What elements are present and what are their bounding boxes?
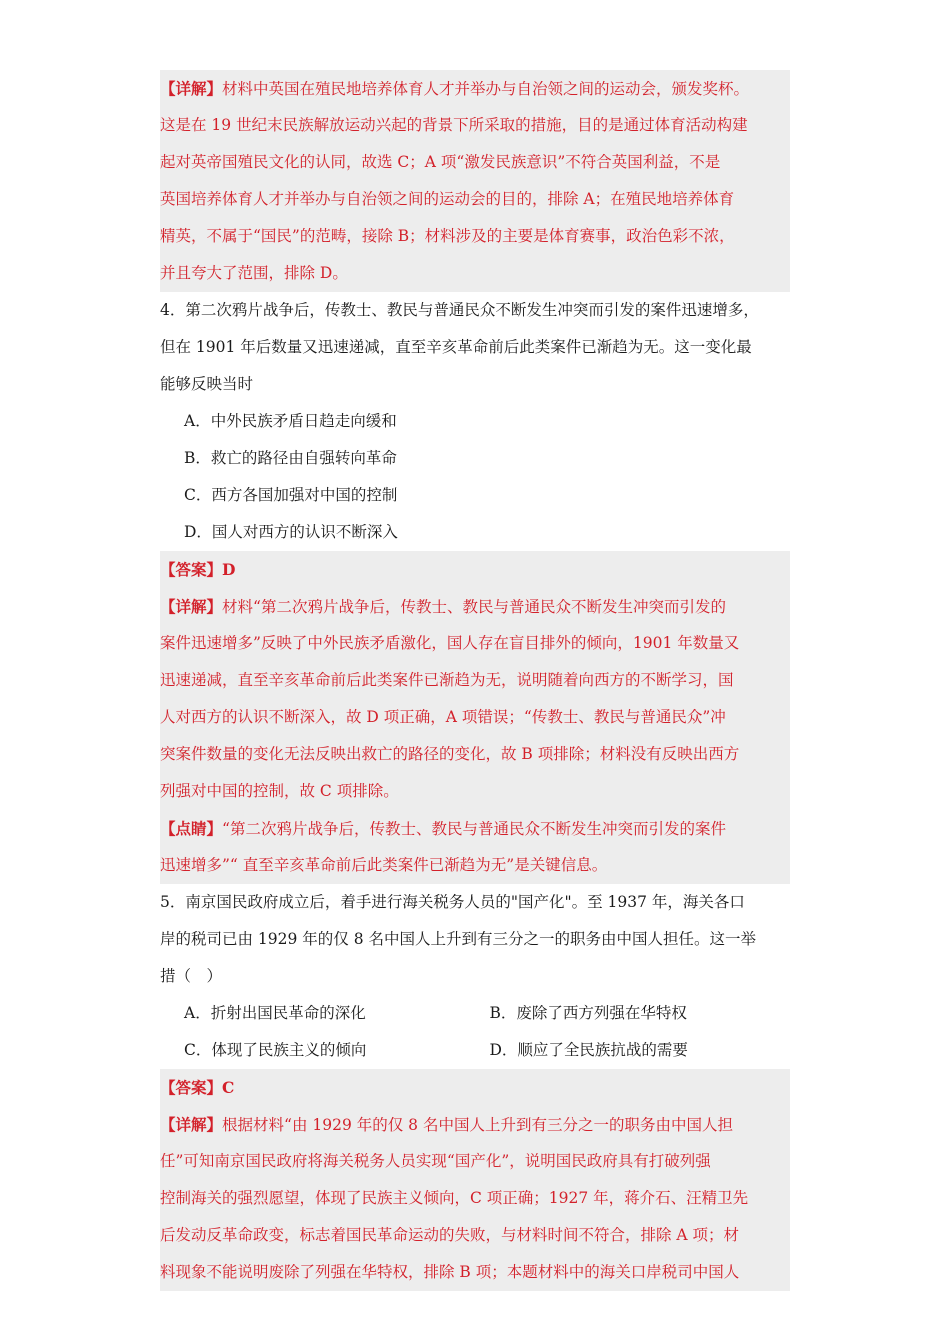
- explanation-block-q3: [160, 70, 790, 292]
- explanation-line: 精英，不属于“国民”的范畴，接除 B；材料涉及的主要是体育赛事，政治色彩不浓，: [160, 227, 735, 245]
- option-b: B．废除了西方列强在华特权: [489, 1004, 687, 1022]
- explanation-tag: 【详解】: [160, 597, 223, 616]
- answer-value: C: [222, 1078, 235, 1097]
- question-stem-line: 4．第二次鸦片战争后，传教士、教民与普通民众不断发生冲突而引发的案件迅速增多，: [160, 301, 759, 319]
- page-content: [160, 70, 790, 1291]
- question-stem-line: 岸的税司已由 1929 年的仅 8 名中国人上升到有三分之一的职务由中国人担任。这一举: [160, 930, 757, 948]
- answer-value: D: [222, 560, 236, 579]
- option-a: A．中外民族矛盾日趋走向缓和: [184, 412, 397, 430]
- key-point-line: 迅速增多”“ 直至辛亥革命前后此类案件已渐趋为无”是关键信息。: [160, 856, 608, 874]
- explanation-line: 【详解】材料中英国在殖民地培养体育人才并举办与自治领之间的运动会，颁发奖杯。: [160, 79, 750, 98]
- option-c: C．西方各国加强对中国的控制: [184, 486, 398, 504]
- answer-line: [160, 1069, 790, 1106]
- answer-block-q5: [160, 1069, 790, 1291]
- question-stem-line: 5．南京国民政府成立后，着手进行海关税务人员的"国产化"。至 1937 年，海关各口: [160, 893, 745, 911]
- option-d: D．国人对西方的认识不断深入: [184, 523, 398, 541]
- question-5: [160, 884, 790, 1069]
- explanation-line: 这是在 19 世纪末民族解放运动兴起的背景下所采取的措施，目的是通过体育活动构建: [160, 116, 748, 134]
- explanation-line: 英国培养体育人才并举办与自治领之间的运动会的目的，排除 A；在殖民地培养体育: [160, 190, 735, 208]
- question-stem-line: 但在 1901 年后数量又迅速递减，直至辛亥革命前后此类案件已渐趋为无。这一变化最: [160, 338, 752, 356]
- explanation-line: 后发动反革命政变，标志着国民革命运动的失败，与材料时间不符合，排除 A 项；材: [160, 1226, 740, 1244]
- explanation-line: 突案件数量的变化无法反映出救亡的路径的变化，故 B 项排除；材料没有反映出西方: [160, 745, 740, 763]
- answer-line: [160, 551, 790, 588]
- question-stem-line: 措（ ）: [160, 967, 223, 985]
- answer-tag: 【答案】: [160, 1078, 223, 1097]
- answer-block-q4: [160, 551, 790, 884]
- explanation-tag: 【详解】: [160, 79, 223, 98]
- explanation-line: 料现象不能说明废除了列强在华特权，排除 B 项；本题材料中的海关口岸税司中国人: [160, 1263, 740, 1281]
- explanation-line: 控制海关的强烈愿望，体现了民族主义倾向，C 项正确；1927 年，蒋介石、汪精卫先: [160, 1189, 749, 1207]
- key-point-line: 【点睛】“第二次鸦片战争后，传教士、教民与普通民众不断发生冲突而引发的案件: [160, 819, 726, 838]
- option-d: D．顺应了全民族抗战的需要: [489, 1041, 688, 1059]
- option-row: [160, 995, 790, 1032]
- question-stem-line: 能够反映当时: [160, 375, 254, 393]
- explanation-line: 人对西方的认识不断深入，故 D 项正确，A 项错误；“传教士、教民与普通民众”冲: [160, 708, 726, 726]
- explanation-line: 【详解】材料“第二次鸦片战争后，传教士、教民与普通民众不断发生冲突而引发的: [160, 597, 726, 616]
- option-a: A．折射出国民革命的深化: [184, 1004, 366, 1022]
- explanation-line: 任”可知南京国民政府将海关税务人员实现“国产化”，说明国民政府具有打破列强: [160, 1152, 711, 1170]
- answer-tag: 【答案】: [160, 560, 223, 579]
- option-c: C．体现了民族主义的倾向: [184, 1041, 367, 1059]
- key-point-tag: 【点睛】: [160, 819, 223, 838]
- option-b: B．救亡的路径由自强转向革命: [184, 449, 397, 467]
- explanation-line: 案件迅速增多”反映了中外民族矛盾激化，国人存在盲目排外的倾向，1901 年数量又: [160, 634, 740, 652]
- explanation-line: 【详解】根据材料“由 1929 年的仅 8 名中国人上升到有三分之一的职务由中国人担: [160, 1115, 733, 1134]
- explanation-line: 并且夸大了范围，排除 D。: [160, 264, 348, 282]
- explanation-line: 迅速递减，直至辛亥革命前后此类案件已渐趋为无，说明随着向西方的不断学习，国: [160, 671, 734, 689]
- question-4: [160, 292, 790, 551]
- option-row: [160, 1032, 790, 1069]
- explanation-tag: 【详解】: [160, 1115, 223, 1134]
- explanation-line: 列强对中国的控制，故 C 项排除。: [160, 782, 399, 800]
- explanation-line: 起对英帝国殖民文化的认同，故选 C；A 项“激发民族意识”不符合英国利益，不是: [160, 153, 721, 171]
